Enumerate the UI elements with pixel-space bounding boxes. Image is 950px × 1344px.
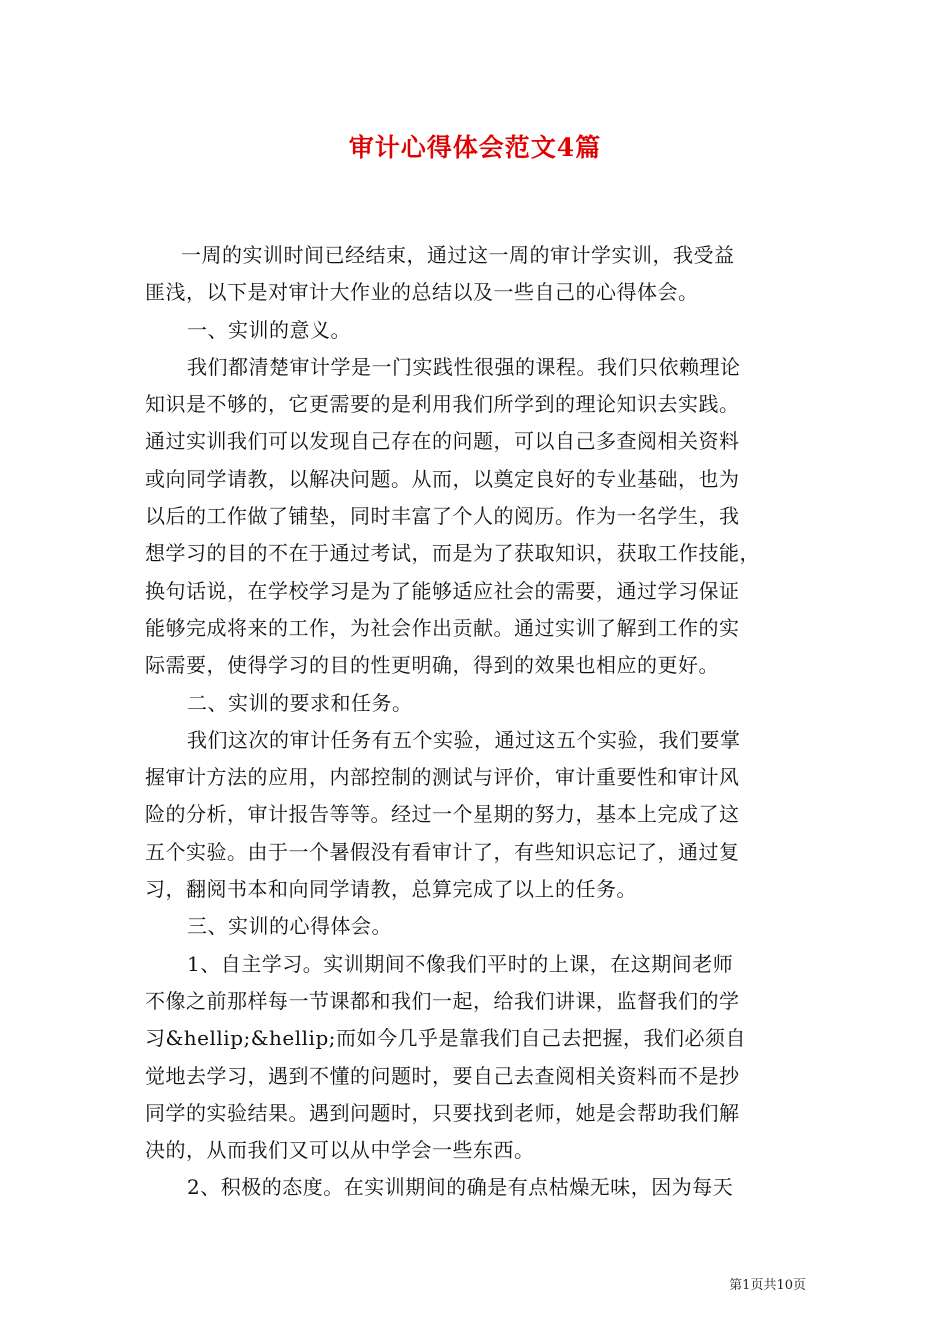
text-line: 我们这次的审计任务有五个实验，通过这五个实验，我们要掌 — [187, 727, 741, 752]
text-line: 同学的实验结果。遇到问题时，只要找到老师，她是会帮助我们解 — [145, 1100, 740, 1125]
text-line: 2、积极的态度。在实训期间的确是有点枯燥无味，因为每天 — [187, 1175, 734, 1200]
text-line: 习，翻阅书本和向同学请教，总算完成了以上的任务。 — [145, 877, 637, 902]
page-number: 第1页共10页 — [729, 1278, 806, 1293]
section-heading: 一、实训的意义。 — [187, 317, 351, 342]
text-line: 险的分析，审计报告等等。经过一个星期的努力，基本上完成了这 — [145, 802, 740, 827]
text-line: 以后的工作做了铺垫，同时丰富了个人的阅历。作为一名学生，我 — [145, 504, 740, 529]
text-line: 换句话说，在学校学习是为了能够适应社会的需要，通过学习保证 — [145, 578, 740, 603]
text-line: 知识是不够的，它更需要的是利用我们所学到的理论知识去实践。 — [145, 392, 740, 417]
text-line: 匪浅，以下是对审计大作业的总结以及一些自己的心得体会。 — [145, 280, 699, 305]
document-body — [145, 237, 807, 1207]
text-line: 五个实验。由于一个暑假没有看审计了，有些知识忘记了，通过复 — [145, 839, 740, 864]
text-line: 通过实训我们可以发现自己存在的问题，可以自己多查阅相关资料 — [145, 429, 740, 454]
section-heading: 三、实训的心得体会。 — [187, 914, 392, 939]
text-line: 决的，从而我们又可以从中学会一些东西。 — [145, 1138, 535, 1163]
text-line: 不像之前那样每一节课都和我们一起，给我们讲课，监督我们的学 — [145, 988, 740, 1013]
document-title: 审计心得体会范文4篇 — [348, 133, 602, 162]
text-line: 习&hellip;&hellip;而如今几乎是靠我们自己去把握，我们必须自 — [145, 1026, 746, 1051]
text-line: 握审计方法的应用，内部控制的测试与评价，审计重要性和审计风 — [145, 765, 740, 790]
text-line: 想学习的目的不在于通过考试，而是为了获取知识，获取工作技能， — [145, 541, 760, 566]
text-line: 或向同学请教，以解决问题。从而，以奠定良好的专业基础，也为 — [145, 466, 740, 491]
section-heading: 二、实训的要求和任务。 — [187, 690, 413, 715]
text-line: 觉地去学习，遇到不懂的问题时，要自己去查阅相关资料而不是抄 — [145, 1063, 740, 1088]
text-line: 一周的实训时间已经结束，通过这一周的审计学实训，我受益 — [181, 243, 735, 267]
text-line: 能够完成将来的工作，为社会作出贡献。通过实训了解到工作的实 — [145, 615, 740, 640]
text-line: 1、自主学习。实训期间不像我们平时的上课，在这期间老师 — [187, 951, 734, 976]
text-line: 我们都清楚审计学是一门实践性很强的课程。我们只依赖理论 — [187, 354, 741, 379]
text-line: 际需要，使得学习的目的性更明确，得到的效果也相应的更好。 — [145, 653, 719, 678]
